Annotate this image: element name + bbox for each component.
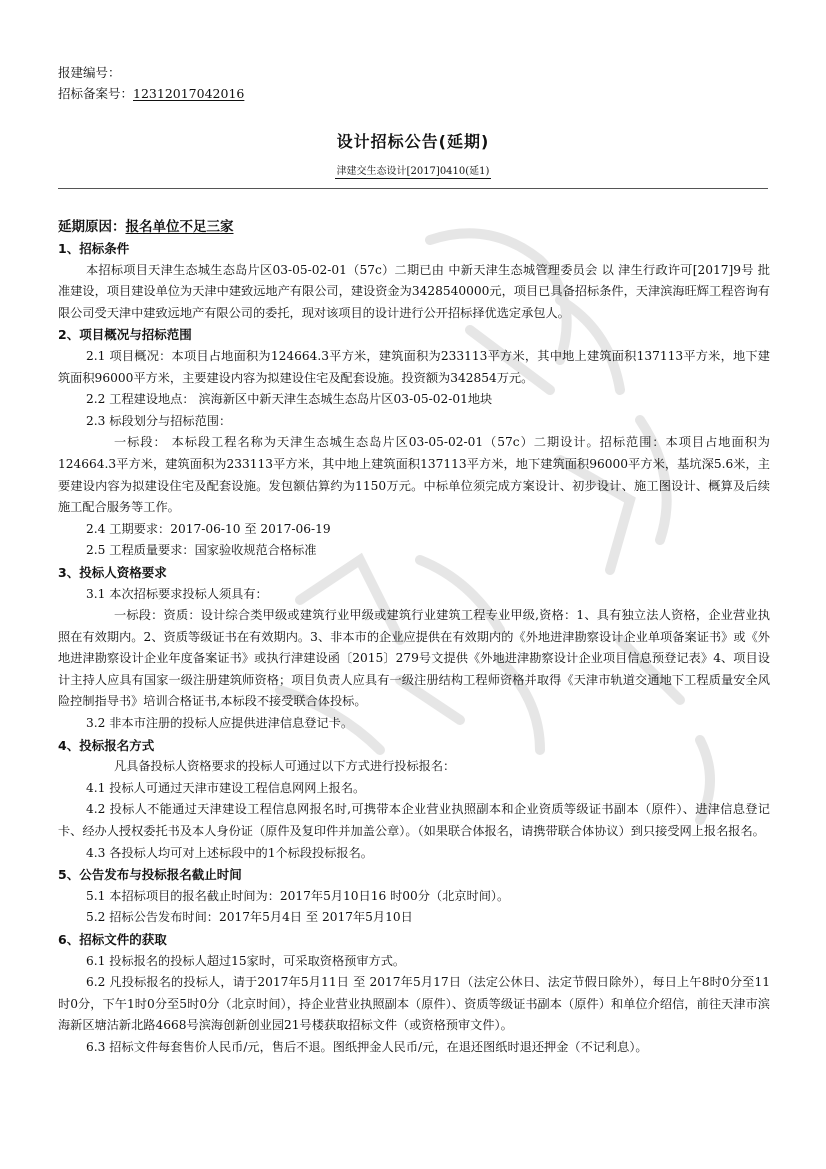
filing-number-value: 12312017042016 (133, 86, 245, 101)
section-5-1: 5.1 本招标项目的报名截止时间为：2017年5月10日16 时00分（北京时间）。 (86, 888, 510, 903)
section-1-text: 本招标项目天津生态城生态岛片区03-05-02-01（57c）二期已由 中新天津生态城管理委员会 以 津生行政许可[2017]9号 批准建设，项目建设单位为天津中建致远地产有限公司，建设资金为3428540000元，项目已具备招标条件，天津滨海旺辉工程咨询有限公司受天津中建致远地产有限公司的委托，现对该项目的设计进行公开招标择优选定承包人。 (58, 262, 770, 320)
filing-number-line (58, 85, 244, 103)
section-2-4: 2.4 工期要求：2017-06-10 至 2017-06-19 (86, 521, 331, 536)
section-6-3: 6.3 招标文件每套售价人民币/元，售后不退。图纸押金人民币/元，在退还图纸时退还押金（不记利息）。 (86, 1039, 648, 1054)
section-5-2: 5.2 招标公告发布时间：2017年5月4日 至 2017年5月10日 (86, 910, 413, 925)
delay-reason-value: 报名单位不足三家 (125, 219, 234, 235)
section-2-3: 2.3 标段划分与招标范围： (86, 413, 232, 428)
section-3-1: 3.1 本次招标要求投标人须具有： (86, 586, 268, 601)
section-4-intro: 凡具备投标人资格要求的投标人可通过以下方式进行投标报名： (114, 759, 456, 774)
section-1-heading: 1、招标条件 (58, 241, 130, 256)
section-3-heading: 3、投标人资格要求 (58, 564, 167, 580)
section-4-3: 4.3 各投标人均可对上述标段中的1个标段投标报名。 (86, 845, 373, 860)
document-number (0, 162, 826, 177)
document-number-text: 津建交生态设计[2017]0410(延1) (336, 166, 490, 177)
section-4-1: 4.1 投标人可通过天津市建设工程信息网网上报名。 (86, 780, 366, 795)
section-6-2: 6.2 凡投标报名的投标人，请于2017年5月11日 至 2017年5月17日（法定公休日、法定节假日除外），每日上午8时0分至11时0分，下午1时0分至5时0分（北京时间），持企业营业执照副本（原件）、资质等级证书副本（原件）和单位介绍信，前往天津市滨海新区塘沽新北路4668号滨海创新创业园21号楼获取招标文件（或资格预审文件）。 (58, 975, 770, 1033)
section-2-5: 2.5 工程质量要求：国家验收规范合格标准 (86, 543, 317, 558)
section-5-heading: 5、公告发布与投标报名截止时间 (58, 867, 242, 883)
section-6-1: 6.1 投标报名的投标人超过15家时，可采取资格预审方式。 (86, 953, 406, 968)
section-6-heading: 6、招标文件的获取 (58, 932, 167, 947)
section-2-1: 2.1 项目概况：本项目占地面积为124664.3平方米，建筑面积为233113平方米，其中地上建筑面积137113平方米，地下建筑面积96000平方米，主要建设内容为拟建设住宅及配套设施。投资额为342854万元。 (58, 348, 770, 385)
delay-reason (58, 216, 770, 238)
build-number-label: 报建编号： (58, 65, 121, 80)
section-2-2: 2.2 工程建设地点： 滨海新区中新天津生态城生态岛片区03-05-02-01地块 (86, 392, 493, 407)
notice-body (58, 216, 770, 1059)
section-3-lot1: 一标段：资质：设计综合类甲级或建筑行业甲级或建筑行业建筑工程专业甲级,资格：1、具有独立法人资格，企业营业执照在有效期内。2、资质等级证书在有效期内。3、非本市的企业应提供在有效期内的《外地进津勘察设计企业单项备案证书》或《外地进津勘察设计企业年度备案证书》或执行津建设函〔2015〕279号文提供《外地进津勘察设计企业项目信息预登记表》4、项目设计主持人应具有国家一级注册建筑师资格；项目负责人应具有一级注册结构工程师资格并取得《天津市轨道交通地下工程质量安全风险控制指导书》培训合格证书,本标段不接受联合体投标。 (58, 608, 770, 709)
section-2-lot1: 一标段： 本标段工程名称为天津生态城生态岛片区03-05-02-01（57c）二期设计。招标范围：本项目占地面积为124664.3平方米，建筑面积为233113平方米，其中地上建筑面积137113平方米，地下建筑面积96000平方米，基坑深5.6米，主要建设内容为拟建设住宅及配套设施。发包额估算约为1150万元。中标单位须完成方案设计、初步设计、施工图设计、概算及后续施工配合服务等工作。 (58, 435, 770, 515)
notice-title: 设计招标公告(延期) (336, 132, 490, 151)
build-number-line (58, 64, 121, 82)
section-2-heading: 2、项目概况与招标范围 (58, 327, 192, 343)
delay-reason-label: 延期原因： (58, 219, 126, 235)
section-4-2: 4.2 投标人不能通过天津建设工程信息网报名时,可携带本企业营业执照副本和企业资质等级证书副本（原件）、进津信息登记卡、经办人授权委托书及本人身份证（原件及复印件并加盖公章）。（如果联合体报名，请携带联合体协议）到只接受网上报名报名。 (58, 802, 770, 839)
section-3-2: 3.2 非本市注册的投标人应提供进津信息登记卡。 (86, 716, 354, 731)
section-4-heading: 4、投标报名方式 (58, 737, 155, 753)
filing-number-label: 招标备案号： (58, 86, 134, 101)
header-divider (58, 188, 768, 189)
